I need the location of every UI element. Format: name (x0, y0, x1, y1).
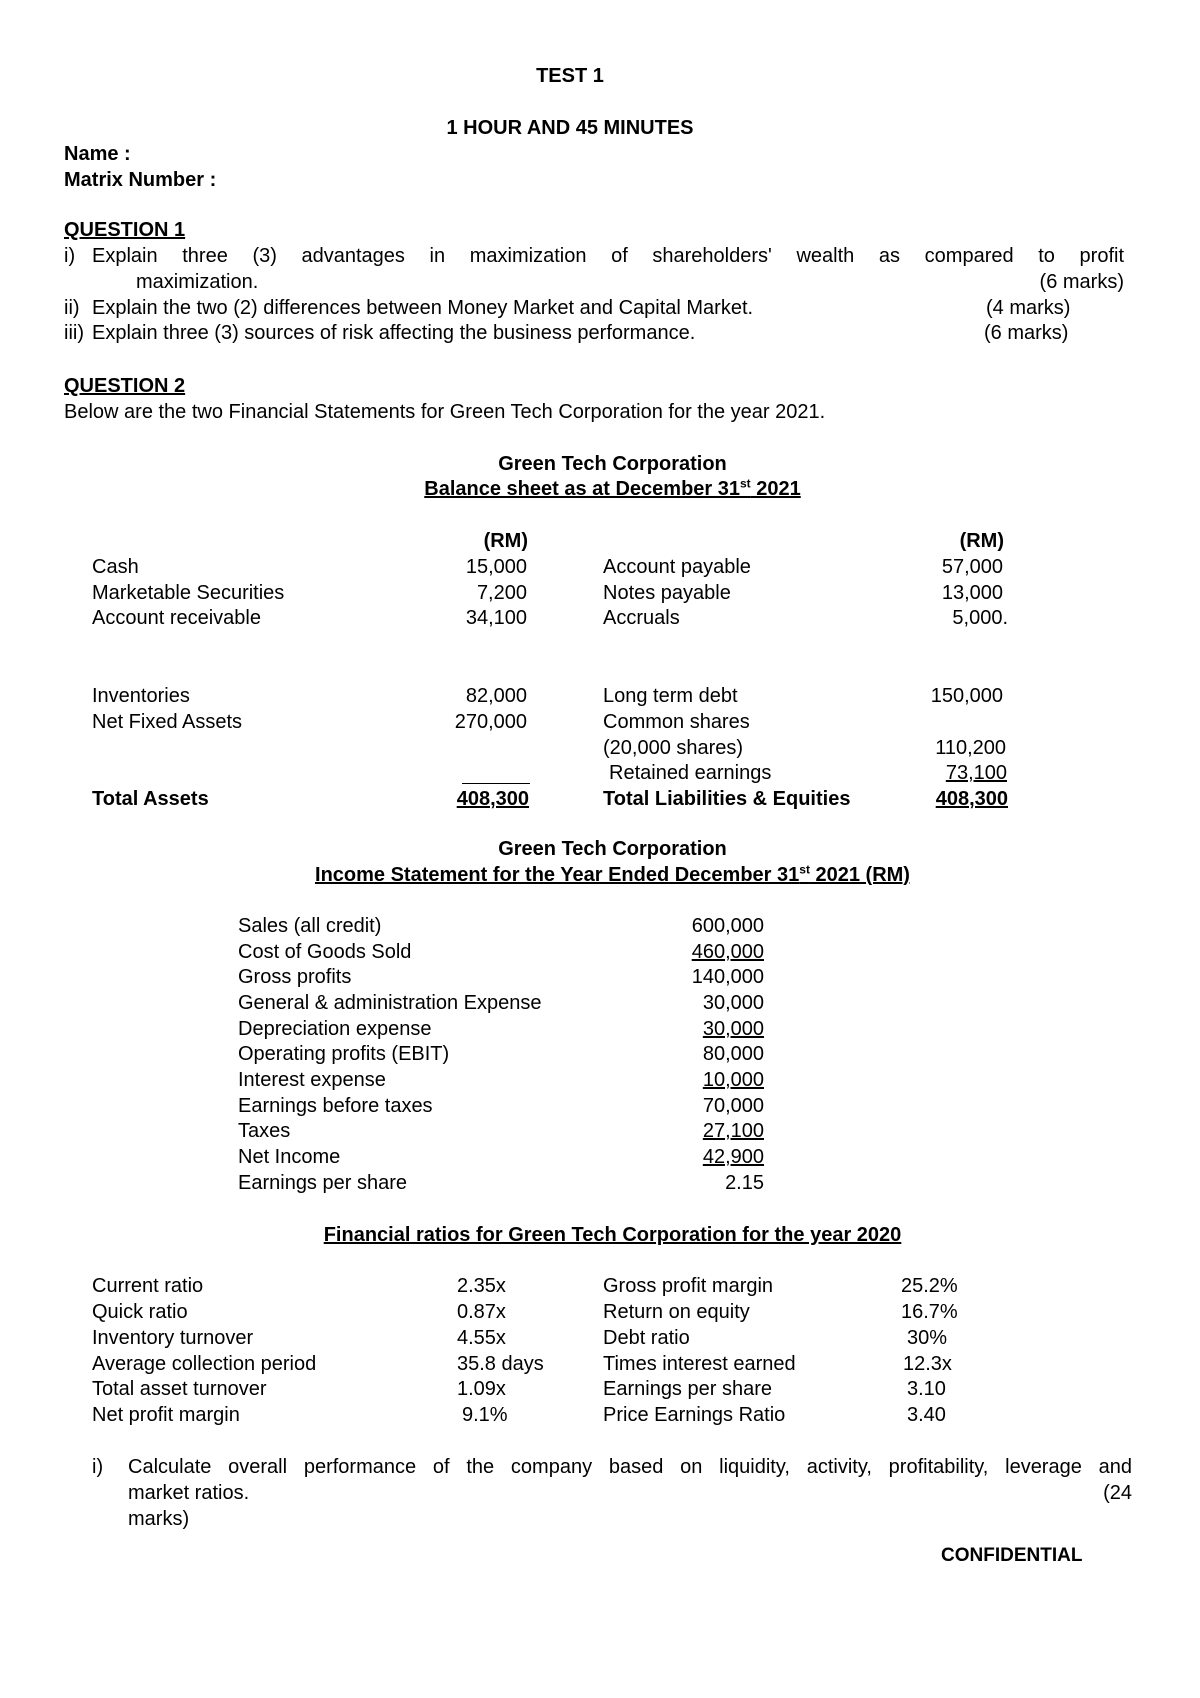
asset-value: 7,200 (476, 582, 527, 604)
balance-sheet-title: Balance sheet as at December 31st 2021 (424, 476, 801, 500)
income-row-value: 460,000 (691, 941, 764, 963)
income-row-value: 70,000 (702, 1095, 764, 1117)
liability-value: 5,000. (952, 607, 1008, 629)
ratio-value: 0.87x (457, 1301, 506, 1323)
question-2-heading: QUESTION 2 (64, 375, 186, 397)
task-number: i) (92, 1456, 104, 1478)
ratio-label: Price Earnings Ratio (603, 1404, 786, 1426)
ratio-label: Inventory turnover (92, 1327, 254, 1349)
liability-label: (20,000 shares) (603, 737, 744, 759)
ratio-value: 25.2% (901, 1275, 958, 1297)
confidential-label: CONFIDENTIAL (941, 1545, 1083, 1566)
liability-value: 110,200 (935, 737, 1006, 759)
ratio-label: Gross profit margin (603, 1275, 774, 1297)
income-row-value: 2.15 (725, 1172, 764, 1194)
total-assets-label: Total Assets (92, 788, 209, 810)
q1-item-1-number: i) (64, 245, 76, 267)
asset-label: Cash (92, 556, 139, 578)
task-text: Calculate overall performance of the company based on liquidity, activity, profitability, leverage and (128, 1456, 1132, 1478)
liabilities-unit-header: (RM) (959, 530, 1004, 552)
asset-value: 82,000 (465, 685, 527, 707)
income-row-value: 80,000 (702, 1043, 764, 1065)
ratio-value: 35.8 days (457, 1353, 544, 1375)
question-2-intro: Below are the two Financial Statements for Green Tech Corporation for the year 2021. (64, 401, 826, 423)
liability-value: 73,100 (945, 762, 1007, 784)
liability-value: 150,000 (930, 685, 1003, 707)
ratio-value: 1.09x (457, 1378, 506, 1400)
asset-value: 270,000 (454, 711, 527, 733)
ratio-value: 4.55x (457, 1327, 506, 1349)
income-row-label: Sales (all credit) (238, 915, 382, 937)
ratio-label: Quick ratio (92, 1301, 188, 1323)
income-row-value: 10,000 (702, 1069, 764, 1091)
income-row-label: Operating profits (EBIT) (238, 1043, 450, 1065)
ratio-value: 3.40 (907, 1404, 946, 1426)
total-liabilities-equities-value: 408,300 (935, 788, 1008, 810)
income-row-value: 30,000 (702, 1018, 764, 1040)
balance-sheet-company: Green Tech Corporation (498, 453, 727, 475)
asset-label: Net Fixed Assets (92, 711, 243, 733)
income-row-label: General & administration Expense (238, 992, 542, 1014)
task-marks-continuation: marks) (128, 1508, 190, 1530)
income-row-value: 30,000 (702, 992, 764, 1014)
income-row-value: 42,900 (702, 1146, 764, 1168)
q1-item-3-marks: (6 marks) (984, 322, 1069, 344)
ratio-label: Times interest earned (603, 1353, 796, 1375)
ratio-value: 2.35x (457, 1275, 506, 1297)
ratio-label: Debt ratio (603, 1327, 690, 1349)
income-statement-title: Income Statement for the Year Ended December 31st 2021 (RM) (315, 862, 910, 886)
ratio-label: Total asset turnover (92, 1378, 267, 1400)
asset-label: Account receivable (92, 607, 261, 629)
test-title: TEST 1 (536, 65, 604, 87)
liability-label: Account payable (603, 556, 751, 578)
ratio-label: Earnings per share (603, 1378, 772, 1400)
liability-label: Retained earnings (609, 762, 772, 784)
total-assets-value: 408,300 (456, 788, 529, 810)
liability-value: 57,000 (941, 556, 1003, 578)
q1-item-1-continuation: maximization. (136, 271, 259, 293)
ratio-label: Net profit margin (92, 1404, 240, 1426)
q1-item-2-text: Explain the two (2) differences between Money Market and Capital Market. (92, 297, 754, 319)
liability-label: Common shares (603, 711, 750, 733)
question-1-heading: QUESTION 1 (64, 219, 186, 241)
income-row-value: 600,000 (691, 915, 764, 937)
ratios-title: Financial ratios for Green Tech Corporation for the year 2020 (323, 1224, 902, 1246)
q1-item-1-text: Explain three (3) advantages in maximization of shareholders' wealth as compared to profit (92, 245, 1124, 267)
income-row-value: 140,000 (691, 966, 764, 988)
ratio-label: Current ratio (92, 1275, 204, 1297)
liability-label: Accruals (603, 607, 680, 629)
asset-value: 15,000 (465, 556, 527, 578)
liability-label: Notes payable (603, 582, 731, 604)
income-row-label: Cost of Goods Sold (238, 941, 412, 963)
income-row-label: Earnings per share (238, 1172, 407, 1194)
q1-item-2-marks: (4 marks) (986, 297, 1071, 319)
income-row-label: Net Income (238, 1146, 341, 1168)
ratio-value: 30% (907, 1327, 948, 1349)
income-row-label: Gross profits (238, 966, 352, 988)
total-liabilities-equities-label: Total Liabilities & Equities (603, 788, 851, 810)
asset-label: Inventories (92, 685, 190, 707)
ratio-value: 16.7% (901, 1301, 958, 1323)
q1-item-1-marks: (6 marks) (1039, 271, 1124, 293)
income-statement-company: Green Tech Corporation (498, 838, 727, 860)
name-label: Name : (64, 143, 131, 165)
income-row-label: Interest expense (238, 1069, 386, 1091)
ratio-label: Return on equity (603, 1301, 750, 1323)
q1-item-3-text: Explain three (3) sources of risk affecting the business performance. (92, 322, 696, 344)
test-duration: 1 HOUR AND 45 MINUTES (446, 117, 694, 139)
income-row-label: Taxes (238, 1120, 291, 1142)
asset-value: 34,100 (465, 607, 527, 629)
assets-subtotal-rule (462, 783, 530, 784)
q1-item-2-number: ii) (64, 297, 80, 319)
task-marks: (24 (1103, 1482, 1132, 1504)
task-continuation: market ratios. (128, 1482, 250, 1504)
ratio-value: 9.1% (462, 1404, 508, 1426)
q1-item-3-number: iii) (64, 322, 84, 344)
ratio-value: 12.3x (903, 1353, 952, 1375)
income-row-value: 27,100 (702, 1120, 764, 1142)
liability-value: 13,000 (941, 582, 1003, 604)
liability-label: Long term debt (603, 685, 738, 707)
assets-unit-header: (RM) (483, 530, 528, 552)
income-row-label: Earnings before taxes (238, 1095, 433, 1117)
asset-label: Marketable Securities (92, 582, 285, 604)
ratio-label: Average collection period (92, 1353, 317, 1375)
ratio-value: 3.10 (907, 1378, 946, 1400)
matrix-number-label: Matrix Number : (64, 169, 217, 191)
income-row-label: Depreciation expense (238, 1018, 432, 1040)
